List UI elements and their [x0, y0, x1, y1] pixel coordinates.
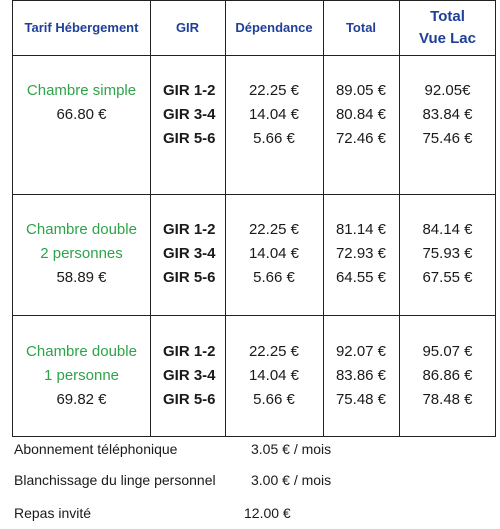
total-value: 89.05 € — [335, 82, 387, 99]
room-double-2p — [13, 218, 150, 290]
room-name: Chambre simple — [26, 82, 137, 99]
gir-label: GIR 3-4 — [163, 367, 216, 384]
total-lac-value: 92.05€ — [424, 82, 471, 99]
gir-label: GIR 1-2 — [163, 343, 216, 360]
gir-label: GIR 1-2 — [163, 82, 216, 99]
total-lac-value: 83.84 € — [422, 106, 473, 123]
total-lac-value: 84.14 € — [422, 221, 473, 238]
dependance-value: 14.04 € — [248, 106, 300, 123]
row-divider — [13, 55, 495, 56]
room-simple — [13, 79, 150, 127]
gir-label: GIR 5-6 — [163, 391, 216, 408]
room-double-1p — [13, 340, 150, 412]
total-lac-value: 75.93 € — [422, 245, 473, 262]
dependance-value: 22.25 € — [248, 221, 300, 238]
total-lac-value: 78.48 € — [422, 391, 473, 408]
total-lac-value: 95.07 € — [422, 343, 473, 360]
gir-label: GIR 3-4 — [163, 106, 216, 123]
gir-label: GIR 1-2 — [163, 221, 216, 238]
total-value: 64.55 € — [335, 269, 387, 286]
extra-label: Repas invité — [14, 505, 92, 521]
extra-value: 12.00 € — [244, 505, 291, 521]
gir-label: GIR 5-6 — [163, 269, 216, 286]
room-price: 66.80 € — [56, 106, 107, 123]
total-value: 75.48 € — [335, 391, 387, 408]
room-name: Chambre double — [26, 343, 137, 360]
total-lac-value: 75.46 € — [422, 130, 473, 147]
header-gir: GIR — [175, 20, 200, 35]
header-total-vue-lac — [399, 1, 496, 55]
col-divider — [150, 1, 151, 436]
extra-value: 3.05 € / mois — [251, 441, 332, 457]
header-tarif: Tarif Hébergement — [24, 20, 139, 35]
total-value: 72.46 € — [335, 130, 387, 147]
dependance-value: 5.66 € — [253, 391, 295, 408]
total-value: 83.86 € — [335, 367, 387, 384]
gir-label: GIR 5-6 — [163, 130, 216, 147]
row-divider — [13, 315, 495, 316]
room-name: 1 personne — [43, 367, 120, 384]
room-price: 58.89 € — [56, 269, 107, 286]
gir-label: GIR 3-4 — [163, 245, 216, 262]
header-total-lac-line1: Total — [430, 8, 465, 25]
header-total: Total — [345, 20, 377, 35]
price-table — [12, 0, 496, 437]
header-total-lac-line2: Vue Lac — [419, 30, 476, 47]
total-value: 81.14 € — [335, 221, 387, 238]
total-value: 80.84 € — [335, 106, 387, 123]
extra-value: 3.00 € / mois — [251, 472, 332, 488]
row-divider — [13, 194, 495, 195]
room-name: Chambre double — [26, 221, 137, 238]
room-name: 2 personnes — [40, 245, 123, 262]
dependance-value: 5.66 € — [253, 130, 295, 147]
room-price: 69.82 € — [56, 391, 107, 408]
dependance-value: 5.66 € — [253, 269, 295, 286]
total-value: 72.93 € — [335, 245, 387, 262]
dependance-value: 14.04 € — [248, 245, 300, 262]
header-dependance: Dépendance — [235, 20, 313, 35]
extra-label: Abonnement téléphonique — [14, 441, 178, 457]
total-lac-value: 86.86 € — [422, 367, 473, 384]
total-lac-value: 67.55 € — [422, 269, 473, 286]
total-value: 92.07 € — [335, 343, 387, 360]
dependance-value: 14.04 € — [248, 367, 300, 384]
dependance-value: 22.25 € — [248, 343, 300, 360]
extra-label: Blanchissage du linge personnel — [14, 472, 216, 488]
dependance-value: 22.25 € — [248, 82, 300, 99]
